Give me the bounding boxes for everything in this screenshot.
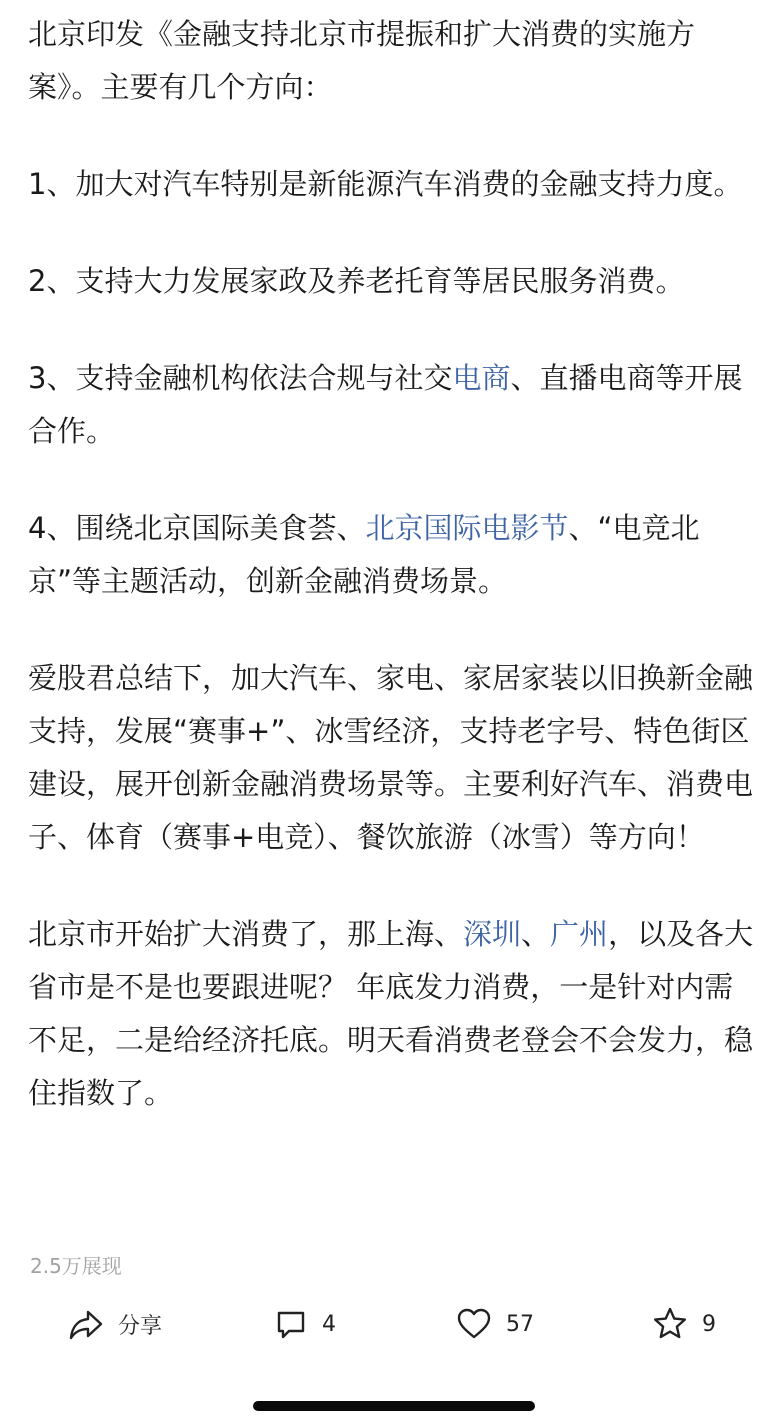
post-paragraph-point-2: 2、支持大力发展家政及养老托育等居民服务消费。 xyxy=(28,264,685,298)
view-count: 2.5万展现 xyxy=(30,1254,122,1278)
post-paragraph-summary: 爱股君总结下，加大汽车、家电、家居家装以旧换新金融支持，发展“赛事+”、冰雪经济，支持老字号、特色街区建设，展开创新金融消费场景等。主要利好汽车、消费电子、体育（赛事+电竞）、餐饮旅游（冰雪）等方向！ xyxy=(28,661,754,854)
share-label: 分享 xyxy=(118,1313,163,1339)
comment-icon xyxy=(274,1307,308,1341)
favorite-count: 9 xyxy=(702,1311,716,1337)
action-bar xyxy=(0,1300,768,1348)
share-button[interactable] xyxy=(68,1300,162,1348)
share-icon xyxy=(68,1306,104,1342)
comment-count: 4 xyxy=(322,1311,336,1337)
topic-link-shenzhen[interactable]: 深圳 xyxy=(463,917,522,951)
post-paragraph-closing xyxy=(28,908,758,1120)
paragraph-text: 3、支持金融机构依法合规与社交 xyxy=(28,361,453,395)
paragraph-text: 、“电竞北京”等主题活动，创新金融消费场景。 xyxy=(28,511,700,598)
post-paragraph-point-3 xyxy=(28,352,758,458)
like-count: 57 xyxy=(506,1311,534,1337)
paragraph-text: ，以及各大省市是不是也要跟进呢？ 年底发力消费，一是针对内需不足，二是给经济托底。明天看消费老登会不会发力，稳住指数了。 xyxy=(28,917,754,1110)
paragraph-text: 、直播电商等开展合作。 xyxy=(28,361,743,448)
topic-link-guangzhou[interactable]: 广州 xyxy=(550,917,609,951)
topic-link-ecommerce[interactable]: 电商 xyxy=(452,361,511,395)
topic-link-film-festival[interactable]: 北京国际电影节 xyxy=(365,511,569,545)
paragraph-text: 4、围绕北京国际美食荟、 xyxy=(28,511,366,545)
post-paragraph-intro: 北京印发《金融支持北京市提振和扩大消费的实施方案》。主要有几个方向： xyxy=(28,17,696,104)
paragraph-text: 、 xyxy=(521,917,551,951)
heart-icon xyxy=(456,1307,492,1341)
post-paragraph-point-4 xyxy=(28,502,758,608)
paragraph-text: 北京市开始扩大消费了，那上海、 xyxy=(28,917,464,951)
post-paragraph-point-1: 1、加大对汽车特别是新能源汽车消费的金融支持力度。 xyxy=(28,167,743,201)
star-icon xyxy=(652,1306,688,1342)
home-indicator[interactable] xyxy=(253,1401,535,1411)
like-button[interactable] xyxy=(456,1300,534,1348)
post-body xyxy=(28,8,758,1120)
comment-button[interactable] xyxy=(274,1300,336,1348)
favorite-button[interactable] xyxy=(652,1300,716,1348)
